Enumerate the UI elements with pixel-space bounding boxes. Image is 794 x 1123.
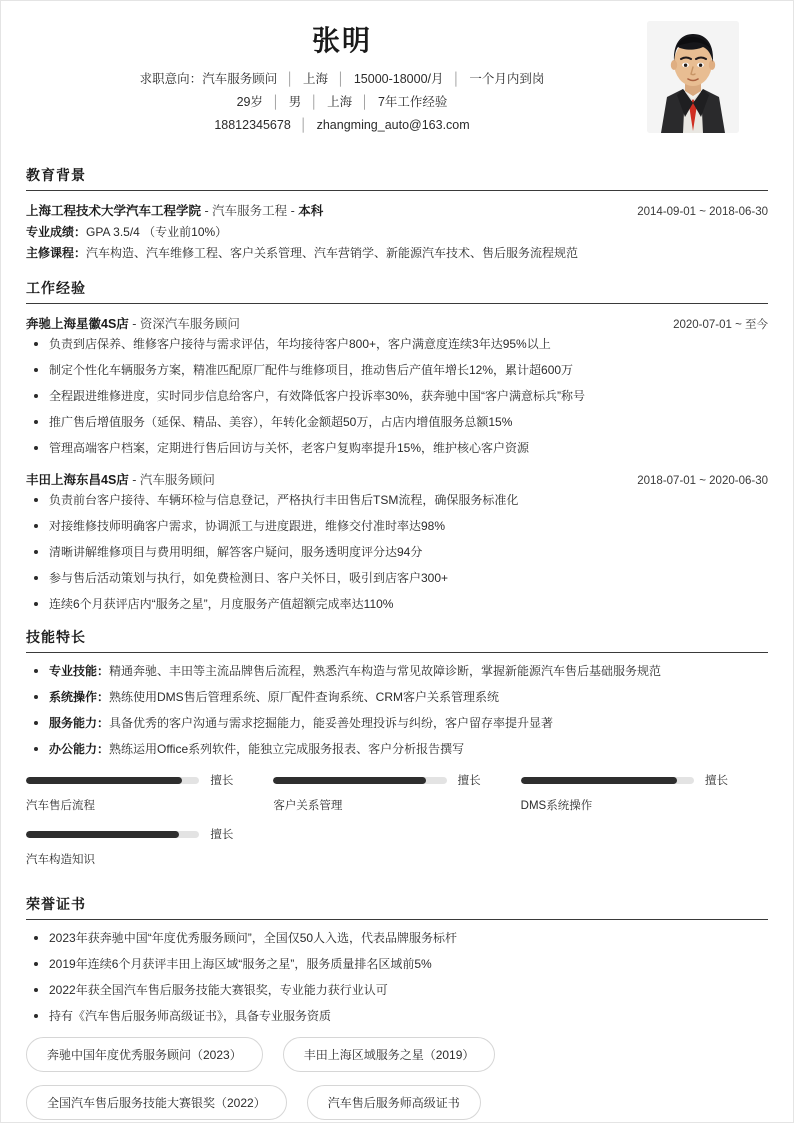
contact-line-reach bbox=[26, 114, 658, 137]
skill-bar-name: 汽车构造知识 bbox=[26, 854, 95, 866]
work-entry-head bbox=[26, 314, 768, 332]
skill-value: 熟练运用Office系列软件，能独立完成服务报表、客户分析报告撰写 bbox=[109, 742, 465, 756]
section-divider bbox=[26, 919, 768, 920]
personal-gender: 男 bbox=[288, 95, 302, 109]
work-bullet-list bbox=[26, 492, 768, 613]
education-entry-head bbox=[26, 201, 768, 219]
separator-icon: │ bbox=[310, 95, 319, 109]
honor-tag[interactable]: 丰田上海区域服务之星（2019） bbox=[283, 1037, 496, 1072]
job-objective-position: 汽车服务顾问 bbox=[202, 72, 278, 86]
job-objective-salary: 15000-18000/月 bbox=[353, 72, 444, 86]
job-objective-availability: 一个月内到岗 bbox=[469, 72, 545, 86]
avatar bbox=[647, 21, 739, 133]
separator-icon: │ bbox=[299, 118, 308, 132]
contact-line-objective bbox=[26, 68, 658, 91]
education-degree: 本科 bbox=[298, 204, 324, 218]
list-item: 连续6个月获评店内“服务之星”，月度服务产值超额完成率达110% bbox=[26, 596, 768, 613]
work-entry bbox=[26, 470, 768, 613]
email-address[interactable]: zhangming_auto@163.com bbox=[316, 118, 470, 132]
education-school: 上海工程技术大学汽车工程学院 bbox=[26, 204, 202, 218]
skill-bar-name: 客户关系管理 bbox=[273, 800, 343, 812]
skill-bar bbox=[26, 826, 273, 867]
separator-icon: │ bbox=[271, 95, 280, 109]
education-courses bbox=[26, 243, 768, 264]
list-item: 推广售后增值服务（延保、精品、美容），年转化金额超50万，占店内增值服务总额15% bbox=[26, 414, 768, 431]
skill-label: 系统操作： bbox=[49, 690, 110, 704]
work-entry bbox=[26, 314, 768, 457]
list-item bbox=[26, 741, 768, 758]
honor-tag-group bbox=[26, 1037, 768, 1123]
section-title-skills: 技能特长 bbox=[26, 629, 86, 645]
job-objective-label: 求职意向： bbox=[139, 72, 203, 86]
personal-city: 上海 bbox=[327, 95, 353, 109]
education-separator: - bbox=[287, 204, 299, 218]
work-entry-title bbox=[26, 314, 240, 332]
section-title-work: 工作经验 bbox=[26, 280, 86, 296]
separator-icon: │ bbox=[361, 95, 369, 109]
education-courses-label: 主修课程： bbox=[26, 246, 87, 260]
section-divider bbox=[26, 190, 768, 191]
list-item: 制定个性化车辆服务方案，精准匹配原厂配件与维修项目，推动售后产值年增长12%，累计超600万 bbox=[26, 362, 768, 379]
skill-bar-fill bbox=[26, 831, 179, 838]
contact-line-personal bbox=[26, 91, 658, 114]
honor-tag[interactable]: 全国汽车售后服务技能大赛银奖（2022） bbox=[26, 1085, 287, 1120]
skill-level-label: 擅长 bbox=[210, 775, 234, 787]
list-item bbox=[26, 689, 768, 706]
list-item: 持有《汽车售后服务师高级证书》，具备专业服务资质 bbox=[26, 1008, 768, 1025]
list-item: 参与售后活动策划与执行，如免费检测日、客户关怀日，吸引到店客户300+ bbox=[26, 570, 768, 587]
skill-bar-fill bbox=[521, 777, 677, 784]
section-honors bbox=[1, 894, 793, 1123]
section-work-experience bbox=[1, 278, 793, 613]
skills-bullet-list bbox=[26, 663, 768, 758]
skill-bar-row bbox=[26, 826, 233, 842]
separator-icon: │ bbox=[286, 72, 295, 86]
list-item: 对接维修技师明确客户需求，协调派工与进度跟进，维修交付准时率达98% bbox=[26, 518, 768, 535]
skill-level-label: 擅长 bbox=[457, 775, 481, 787]
skill-bar-name: DMS系统操作 bbox=[520, 800, 593, 812]
list-item bbox=[26, 715, 768, 732]
job-objective-city: 上海 bbox=[303, 72, 329, 86]
list-item: 2019年连续6个月获评丰田上海区域“服务之星”，服务质量排名区域前5% bbox=[26, 956, 768, 973]
education-date: 2014-09-01 ~ 2018-06-30 bbox=[637, 206, 768, 218]
list-item: 负责到店保养、维修客户接待与需求评估，年均接待客户800+，客户满意度连续3年达95%以上 bbox=[26, 336, 768, 353]
skill-bar-fill bbox=[273, 777, 426, 784]
section-divider bbox=[26, 652, 768, 653]
work-company: 丰田上海东昌4S店 bbox=[26, 473, 129, 487]
skill-bar bbox=[26, 772, 273, 813]
work-role: 汽车服务顾问 bbox=[139, 473, 215, 487]
list-item: 清晰讲解维修项目与费用明细，解答客户疑问，服务透明度评分达94分 bbox=[26, 544, 768, 561]
education-separator: - bbox=[201, 204, 213, 218]
list-item: 管理高端客户档案，定期进行售后回访与关怀，老客户复购率提升15%，维护核心客户资源 bbox=[26, 440, 768, 457]
resume-header bbox=[1, 1, 793, 151]
education-gpa bbox=[26, 222, 768, 243]
separator-icon: │ bbox=[337, 72, 345, 86]
phone-number[interactable]: 18812345678 bbox=[214, 118, 291, 132]
skill-bar-fill bbox=[26, 777, 182, 784]
work-entry-head bbox=[26, 470, 768, 488]
education-major: 汽车服务工程 bbox=[212, 204, 288, 218]
skill-bar-track bbox=[521, 777, 694, 784]
skill-bar-track bbox=[26, 831, 199, 838]
skill-level-label: 擅长 bbox=[704, 775, 728, 787]
list-item: 2022年获全国汽车售后服务技能大赛银奖，专业能力获行业认可 bbox=[26, 982, 768, 999]
personal-experience: 7年工作经验 bbox=[377, 95, 448, 109]
skill-bar-row bbox=[521, 772, 728, 788]
section-skills bbox=[1, 627, 793, 880]
work-date: 2018-07-01 ~ 2020-06-30 bbox=[637, 475, 768, 487]
skill-bar-track bbox=[273, 777, 446, 784]
list-item: 2023年获奔驰中国“年度优秀服务顾问”，全国仅50人入选，代表品牌服务标杆 bbox=[26, 930, 768, 947]
skill-bar bbox=[521, 772, 768, 813]
work-separator: - bbox=[128, 473, 140, 487]
section-education bbox=[1, 165, 793, 264]
work-entry-title bbox=[26, 470, 215, 488]
list-item bbox=[26, 663, 768, 680]
section-title-education: 教育背景 bbox=[26, 167, 86, 183]
skill-value: 精通奔驰、丰田等主流品牌售后流程，熟悉汽车构造与常见故障诊断，掌握新能源汽车售后基础服务规范 bbox=[109, 664, 662, 678]
education-gpa-label: 专业成绩： bbox=[26, 225, 87, 239]
skill-level-label: 擅长 bbox=[210, 829, 234, 841]
skill-bar-row bbox=[26, 772, 233, 788]
education-gpa-value: GPA 3.5/4 （专业前10%） bbox=[86, 225, 228, 239]
page-title: 张明 bbox=[311, 25, 372, 56]
honors-bullet-list bbox=[26, 930, 768, 1025]
portrait-avatar-icon bbox=[647, 21, 739, 133]
skill-label: 办公能力： bbox=[49, 742, 110, 756]
skill-value: 具备优秀的客户沟通与需求挖掘能力，能妥善处理投诉与纠纷，客户留存率提升显著 bbox=[109, 716, 554, 730]
list-item: 全程跟进维修进度，实时同步信息给客户，有效降低客户投诉率30%，获奔驰中国“客户满意标兵”称号 bbox=[26, 388, 768, 405]
work-company: 奔驰上海星徽4S店 bbox=[26, 317, 129, 331]
work-separator: - bbox=[128, 317, 140, 331]
skill-label: 服务能力： bbox=[49, 716, 110, 730]
section-title-honors: 荣誉证书 bbox=[26, 896, 86, 912]
education-entry-title bbox=[26, 201, 323, 219]
honor-tag[interactable]: 奔驰中国年度优秀服务顾问（2023） bbox=[26, 1037, 263, 1072]
work-date: 2020-07-01 ~ 至今 bbox=[673, 319, 768, 331]
education-courses-value: 汽车构造、汽车维修工程、客户关系管理、汽车营销学、新能源汽车技术、售后服务流程规范 bbox=[86, 246, 579, 260]
section-divider bbox=[26, 303, 768, 304]
list-item: 负责前台客户接待、车辆环检与信息登记，严格执行丰田售后TSM流程，确保服务标准化 bbox=[26, 492, 768, 509]
work-role: 资深汽车服务顾问 bbox=[139, 317, 240, 331]
skill-bar-name: 汽车售后流程 bbox=[26, 800, 95, 812]
honor-tag[interactable]: 汽车售后服务师高级证书 bbox=[307, 1085, 481, 1120]
skill-bar bbox=[273, 772, 520, 813]
skill-label: 专业技能： bbox=[49, 664, 110, 678]
skill-bar-group bbox=[26, 772, 768, 880]
skill-value: 熟练使用DMS售后管理系统、原厂配件查询系统、CRM客户关系管理系统 bbox=[109, 690, 500, 704]
work-bullet-list bbox=[26, 336, 768, 457]
skill-bar-track bbox=[26, 777, 199, 784]
personal-age: 29岁 bbox=[236, 95, 263, 109]
separator-icon: │ bbox=[452, 72, 461, 86]
skill-bar-row bbox=[273, 772, 480, 788]
